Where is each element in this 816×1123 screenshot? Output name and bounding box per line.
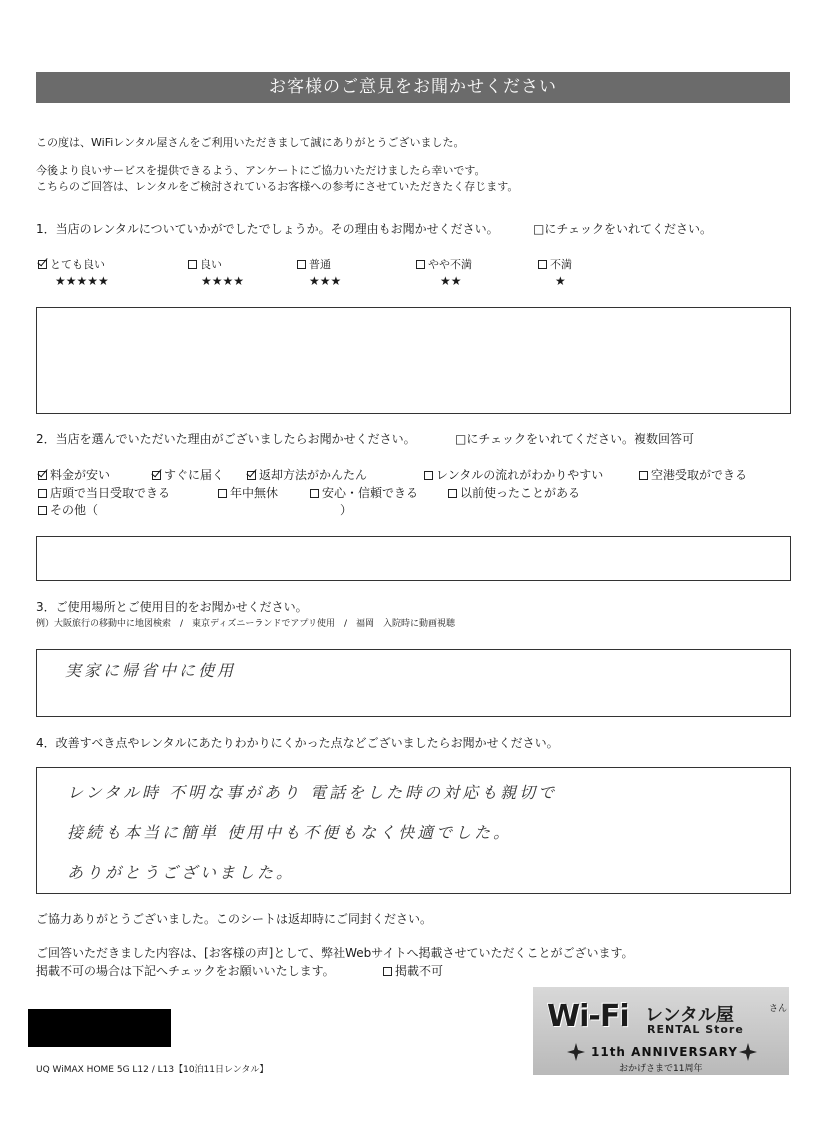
checkbox[interactable] xyxy=(38,506,47,515)
option-label: 以前使ったことがある xyxy=(460,486,581,500)
checkbox[interactable] xyxy=(188,260,197,269)
q1-option-unsatisfied[interactable] xyxy=(538,258,572,272)
checkbox[interactable] xyxy=(416,260,425,269)
q2-option-other[interactable] xyxy=(38,503,98,518)
q3-question: 3．ご使用場所とご使用目的をお聞かせください。 xyxy=(36,600,308,614)
option-label: 空港受取ができる xyxy=(651,468,748,482)
q2-question: 2．当店を選んでいただいた理由がございましたらお聞かせください。 xyxy=(36,432,416,446)
q4-answer-line-3: ありがとうございました。 xyxy=(67,863,296,882)
checkbox[interactable] xyxy=(247,471,256,480)
q4-question: 4．改善すべき点やレンタルにあたりわかりにくかった点などございましたらお聞かせください。 xyxy=(36,736,559,750)
checkbox[interactable] xyxy=(538,260,547,269)
q2-option-used-before[interactable] xyxy=(448,486,580,501)
option-label: レンタルの流れがわかりやすい xyxy=(436,468,604,482)
stars-3: ★★★ xyxy=(309,274,342,288)
q2-option-clear-flow[interactable] xyxy=(424,468,603,483)
q2-option-trustworthy[interactable] xyxy=(310,486,418,501)
q1-option-good[interactable] xyxy=(188,258,222,272)
logo-rental-text: レンタル屋 xyxy=(645,1005,734,1026)
option-label: とても良い xyxy=(50,258,105,271)
q2-answer-box[interactable] xyxy=(36,536,791,581)
q3-answer-box[interactable] xyxy=(36,649,791,717)
stars-5: ★★★★★ xyxy=(55,274,109,288)
logo-anniversary-text: 11th ANNIVERSARY xyxy=(591,1045,738,1059)
intro-line-2: 今後より良いサービスを提供できるよう、アンケートにご協力いただけましたら幸いです。 xyxy=(36,164,486,177)
stars-1: ★ xyxy=(555,274,566,288)
checkbox[interactable] xyxy=(38,260,47,269)
option-label: すぐに届く xyxy=(164,468,225,482)
q2-option-fast-delivery[interactable] xyxy=(152,468,224,483)
brand-logo xyxy=(533,987,789,1075)
option-label: 年中無休 xyxy=(230,486,279,500)
sparkle-icon xyxy=(739,1043,757,1061)
option-label: 料金が安い xyxy=(50,468,111,482)
checkbox[interactable] xyxy=(448,489,457,498)
option-label: 安心・信頼できる xyxy=(322,486,419,500)
q2-option-airport-pickup[interactable] xyxy=(639,468,747,483)
checkbox[interactable] xyxy=(297,260,306,269)
option-label: やや不満 xyxy=(428,258,472,271)
option-label: 良い xyxy=(200,258,222,271)
logo-wifi-text: Wi-Fi xyxy=(547,999,629,1034)
q2-option-store-pickup[interactable] xyxy=(38,486,170,501)
option-label: その他（ xyxy=(50,503,99,517)
q3-answer: 実家に帰省中に使用 xyxy=(65,661,237,680)
checkbox[interactable] xyxy=(218,489,227,498)
intro-line-1: この度は、WiFiレンタル屋さんをご利用いただきまして誠にありがとうございました。 xyxy=(36,136,465,149)
q2-option-easy-return[interactable] xyxy=(247,468,367,483)
q2-other-close: ） xyxy=(340,503,353,517)
q2-option-cheap[interactable] xyxy=(38,468,110,483)
sparkle-icon xyxy=(567,1043,585,1061)
q2-option-open-all-year[interactable] xyxy=(218,486,278,501)
q1-option-somewhat-unsatisfied[interactable] xyxy=(416,258,472,272)
logo-san-text: さん xyxy=(769,1004,788,1014)
q4-answer-line-1: レンタル時 不明な事があり 電話をした時の対応も親切で xyxy=(67,783,558,802)
stars-2: ★★ xyxy=(440,274,462,288)
option-label: 不満 xyxy=(550,258,572,271)
q2-instruction: □にチェックをいれてください。複数回答可 xyxy=(455,432,694,446)
closing-publish: ご回答いただきました内容は、[お客様の声]として、弊社Webサイトへ掲載させていただくことがございます。 xyxy=(36,946,634,960)
intro-line-3: こちらのご回答は、レンタルをご検討されているお客様への参考にさせていただきたく存じます。 xyxy=(36,180,519,193)
q1-instruction: □にチェックをいれてください。 xyxy=(533,222,712,236)
q4-answer-line-2: 接続も本当に簡単 使用中も不便もなく快適でした。 xyxy=(67,823,513,842)
checkbox[interactable] xyxy=(424,471,433,480)
checkbox[interactable] xyxy=(383,967,392,976)
option-label: 普通 xyxy=(309,258,331,271)
optout-label: 掲載不可 xyxy=(395,964,444,978)
q1-answer-box[interactable] xyxy=(36,307,791,414)
closing-thanks: ご協力ありがとうございました。このシートは返却時にご同封ください。 xyxy=(36,912,433,926)
option-label: 店頭で当日受取できる xyxy=(50,486,171,500)
checkbox[interactable] xyxy=(310,489,319,498)
logo-store-text: RENTAL Store xyxy=(647,1023,744,1036)
redacted-block xyxy=(28,1009,171,1047)
stars-4: ★★★★ xyxy=(201,274,245,288)
logo-thanks-text: おかげさまで11周年 xyxy=(619,1064,703,1074)
checkbox[interactable] xyxy=(38,489,47,498)
q1-option-average[interactable] xyxy=(297,258,331,272)
optout-checkbox-option[interactable] xyxy=(383,964,443,979)
q1-question: 1．当店のレンタルについていかがでしたでしょうか。その理由もお聞かせください。 xyxy=(36,222,499,236)
checkbox[interactable] xyxy=(152,471,161,480)
option-label: 返却方法がかんたん xyxy=(259,468,368,482)
checkbox[interactable] xyxy=(639,471,648,480)
checkbox[interactable] xyxy=(38,471,47,480)
closing-optout: 掲載不可の場合は下記へチェックをお願いいたします。 xyxy=(36,964,335,978)
q1-option-very-good[interactable] xyxy=(38,258,105,272)
q4-answer-box[interactable] xyxy=(36,767,791,894)
device-info: UQ WiMAX HOME 5G L12 / L13【10泊11日レンタル】 xyxy=(36,1065,269,1075)
q3-example: 例）大阪旅行の移動中に地図検索 / 東京ディズニーランドでアプリ使用 / 福岡 入院時に動画視聴 xyxy=(36,619,455,629)
page-title: お客様のご意見をお聞かせください xyxy=(36,72,790,103)
